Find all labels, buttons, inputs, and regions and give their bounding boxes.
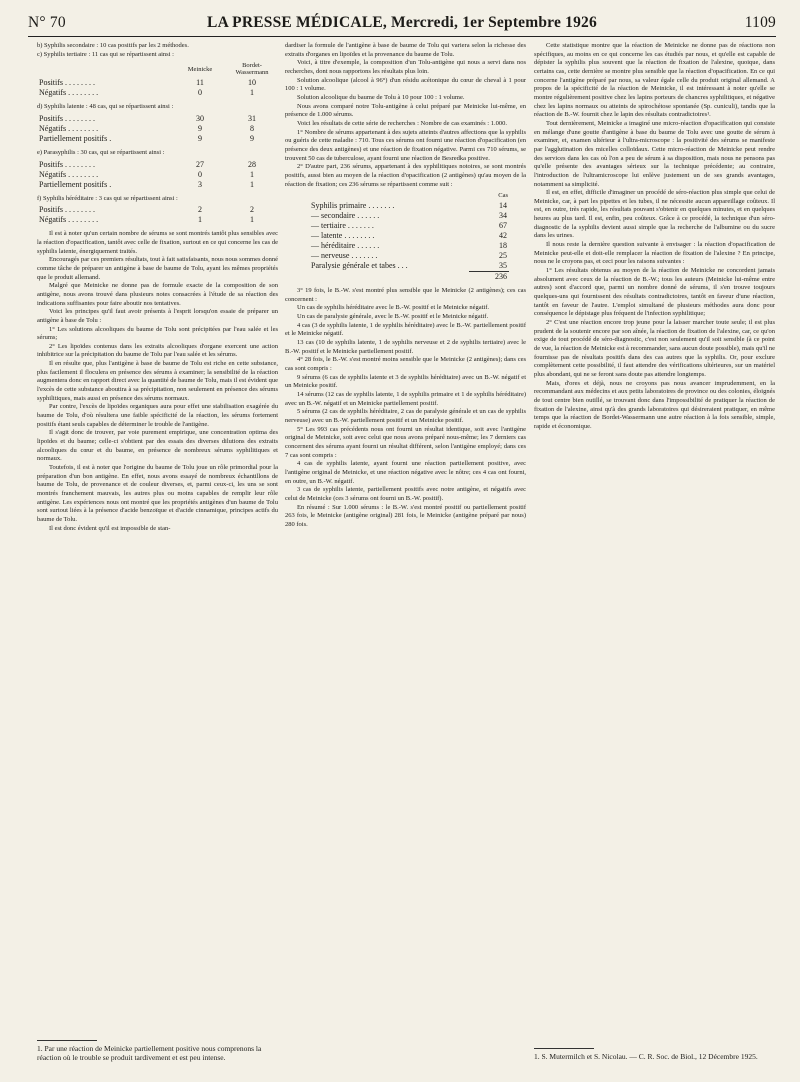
cell-bw: 8 [250,123,254,133]
row-label: — secondaire . . . . . . [311,211,380,221]
cell-bw: 31 [248,113,256,123]
row-label: — tertiaire . . . . . . . [311,221,374,231]
row-label: Négatifs . . . . . . . . [39,215,99,225]
paragraph: 1° Les solutions alcooliques du baume de Tolu sont précipitées par l'eau salée et les sérums; [37,325,278,342]
table-row [309,211,509,221]
section-d: d) Syphilis latente : 48 cas, qui se répartissent ainsi : [37,103,174,111]
paragraph: Solution alcoolique du baume de Tolu à 10 pour 100 : 1 volume. [297,93,465,101]
table-row [309,221,509,231]
cell-value: 25 [499,251,507,261]
cell-meinicke: 9 [198,133,202,143]
paragraph-summary: En résumé : Sur 1.000 sérums : le B.-W. s'est montré positif ou partiellement positif 263 fois, le Meinicke (antigène original) 281 fois, le Meinicke (antigène préparé par nous) 280 fois. [285,503,526,528]
paragraph: 14 sérums (12 cas de syphilis latente, 1 de syphilis primaire et 1 de syphilis héréditaire) avec un B.-W. négatif et un Meinicke partiellement positif. [285,391,526,407]
paragraph: Malgré que Meinicke ne donne pas de formule exacte de la composition de son antigène, nous avons trouvé dans plusieurs notes consacrées à l'étude de sa réaction des indications suffisantes pour faire aboutir nos tentatives. [37,282,278,307]
table-row [37,134,278,144]
paragraph: Par contre, l'excès de lipoïdes organiques aura pour effet une stabilisation exagérée du baume de Tolu, d'où résultera une faible spécificité de la réaction, les sérums fortement positifs étant seuls capables de déterminer le trouble de l'antigène. [37,403,278,428]
page-header [28,14,776,36]
paragraph: Il en résulte que, plus l'antigène à base de baume de Tolu est riche en cette substance, plus facilement il floculera en présence des sérums à examiner; la sensibilité de la réaction augmentera donc en rapport direct avec la quantité de baume de Tolu, mais il est évident que l'excès de cette substance aboutira à sa précipitation, non seulement en présence des sérums syphilitiques, mais aussi en présence des sérums normaux. [37,360,278,402]
paragraph: 1° Nombre de sérums appartenant à des sujets atteints d'autres affections que la syphilis ou guéris de cette maladie : 710. Tous ces sérums ont fourni une réaction d'opacification (en présence des deux antigènes) et une réaction de fixation négative. Parmi ces 710 sérums, se trouvent 50 cas de tuberculose, ayant fourni une réaction de Besredka positive. [285,128,526,162]
table-hereditaire [37,205,278,225]
paragraph: 4° 28 fois, le B.-W. s'est montré moins sensible que le Meinicke (2 antigènes); dans ces cas sont compris : [285,356,526,373]
row-label: — nerveuse . . . . . . . [311,251,378,261]
paragraph: 13 cas (10 de syphilis latente, 1 de syphilis nerveuse et 2 de syphilis tertiaire) avec le B.-W. positif et le Meinicke partiellement positif. [285,339,526,355]
cell-value: 14 [499,201,507,211]
cell-value: 42 [499,231,507,241]
table-row [309,241,509,251]
paragraph: Voici les principes qu'il faut avoir présents à l'esprit lorsqu'on essaie de préparer un antigène à base de Tolu : [37,308,278,324]
cell-bw: 1 [250,169,254,179]
paragraph: 4 cas de syphilis latente, ayant fourni une réaction partiellement positive, avec l'antigène original de Meinicke, et une réaction négative avec le nôtre; ces 4 cas ont fourni, en outre, un B.-W. négatif. [285,460,526,485]
cell-bw: 2 [250,205,254,215]
table-row [37,114,278,124]
issue-number: N° 70 [28,14,66,31]
journal-title: LA PRESSE MÉDICALE, Mercredi, 1er Septembre 1926 [207,14,597,31]
paragraph: 3 cas de syphilis latente, partiellement positifs avec notre antigène, et négatifs avec celui de Meinicke (ces 3 sérums ont fourni un B.-W. positif). [285,486,526,502]
paragraph: Tout dernièrement, Meinicke a imaginé une micro-réaction d'opacification qui consiste en mélange d'une goutte d'antigène à base du baume de Tolu avec une goutte de sérum à examiner, et, examen ultérieur à l'ultra-microscope : la positivité des sérums se manifeste par l'agglutination des micelles colloïdaux. Cette micro-réaction de Meinicke peut rendre des services dans les cas où l'on a peu de sérum à sa disposition, mais nous ne pensons pas qu'elle présente des avantages sérieux sur la technique précédente; au contraire, l'introduction de l'ultramicroscope lui enlève justement un de ses grands avantages, notamment sa simplicité. [534,119,775,188]
section-b: b) Syphilis secondaire : 10 cas positifs par les 2 méthodes. [37,42,189,49]
row-label: Syphilis primaire . . . . . . . [311,201,395,211]
paragraph: 5° Les 993 cas précédents nous ont fourni un résultat identique, soit avec l'antigène original de Meinicke, soit avec celui que nous avons préparé nous-même; les 7 derniers cas concernent des sérums ayant fourni un résultat différent, selon l'antigène employé; dans ces 7 cas sont compris : [285,425,526,459]
column-left [37,42,278,1074]
paragraph: Il nous reste la dernière question suivante à envisager : la réaction d'opacification de Meinicke peut-elle et doit-elle remplacer la réaction de fixation de l'alexine ? En principe, nous ne le croyons pas, et ceci pour les raisons suivantes : [534,241,775,266]
table-row [37,205,278,215]
paragraph: dardiser la formule de l'antigène à base de baume de Tolu qui variera selon la richesse des extraits d'organes en lipoïdes et la provenance du baume de Tolu. [285,42,526,58]
table-row [37,215,278,225]
footnote-rule [37,1040,97,1041]
row-label: Négatifs . . . . . . . . [39,169,99,179]
col-header-meinicke: Meinicke [187,65,213,73]
paragraph: 3° 19 fois, le B.-W. s'est montré plus sensible que le Meinicke (2 antigènes); ces cas concernent : [285,287,526,303]
table-row [309,201,509,211]
paragraph: 4 cas (3 de syphilis latente, 1 de syphilis héréditaire) avec le B.-W. partiellement positif et le Meinicke négatif. [285,321,526,338]
table-row [37,180,278,190]
cell-meinicke: 1 [198,215,202,225]
section-f: f) Syphilis héréditaire : 3 cas qui se répartissent ainsi : [37,194,178,202]
table-row [309,251,509,261]
table-tertiaire [37,61,278,98]
section-c: c) Syphilis tertiaire : 11 cas qui se répartissent ainsi : [37,50,174,58]
section-e: e) Parasyphilis : 30 cas, qui se répartissent ainsi : [37,148,165,156]
footnote-rule [534,1048,594,1049]
row-label: — latente . . . . . . . . [311,231,375,241]
paragraph: 5 sérums (2 cas de syphilis héréditaire, 2 cas de paralysie générale et un cas de syphilis nerveuse) avec un B.-W. partiellement positif et un Meinicke positif. [285,408,526,424]
cell-bw: 10 [248,78,256,88]
footnote-text: 1. Par une réaction de Meinicke partiellement positive nous comprenons la réaction où le trouble se produit tardivement et est peu intense. [37,1044,262,1062]
row-label: — héréditaire . . . . . . [311,241,380,251]
cell-meinicke: 27 [196,159,204,169]
paragraph: Voici les résultats de cette série de recherches : Nombre de cas examinés : 1.000. [297,119,507,127]
cell-meinicke: 11 [196,78,204,88]
table-latente [37,114,278,144]
cell-value: 18 [499,241,507,251]
row-label: Positifs . . . . . . . . [39,205,96,215]
row-label: Négatifs . . . . . . . . [39,123,99,133]
paragraph: 2° C'est une réaction encore trop jeune pour la laisser marcher toute seule; il est plus prudent de la soutenir encore par son aînée, la réaction de fixation de l'alexine, car, ce qu'on exige de tout procédé de séro-diagnostic, c'est non seulement qu'il soit sensible (à ce point de vue, la réaction de Meinicke est à recommander, sans aucun doute possible), mais qu'il ne fournisse pas de résultats positifs dans des cas autres que la syphilis. Or, pour exclure complètement cette possibilité, il faut attendre des vérifications ultérieures, sur un matériel plus abondant, qui ne se feront sans doute pas attendre longtemps. [534,319,775,378]
paragraph: 2° D'autre part, 236 sérums, appartenant à des syphilitiques notoires, se sont montrés positifs, aussi bien au moyen de la réaction d'opacification (2 antigènes) qu'au moyen de la réaction de fixation; ces 236 sérums se répartissent comme suit : [285,163,526,188]
cell-bw: 1 [250,215,254,225]
cell-meinicke: 9 [198,123,202,133]
cell-value: 35 [499,261,507,271]
footnote-left [37,1040,278,1062]
paragraph: Il est, en effet, difficile d'imaginer un procédé de séro-réaction plus simple que celui de Meinicke, car, à part les pipettes et les tubes, il ne nécessite aucun appareillage coûteux. Il est, en outre, très rapide, les résultats pouvant s'obtenir en quelques minutes, et en quelques heures au plus tard. Il est, enfin, peu coûteux. Grâce à ce procédé, la technique d'un séro-diagnostic de la syphilis devient aussi simple que la recherche de l'albumine ou du sucre dans les urines. [534,189,775,240]
table-row [309,261,509,272]
paragraph: Solution alcoolique (alcool à 96°) d'un résidu acétonique du cœur de cheval à 1 pour 100 : 1 volume. [285,76,526,93]
column-right [534,42,775,1074]
table-row [37,124,278,134]
cell-meinicke: 3 [198,179,202,189]
paragraph: 2° Les lipoïdes contenus dans les extraits alcooliques d'organe exercent une action inhibitrice sur la précipitation du baume de Tolu par l'eau salée et les sérums. [37,342,278,359]
row-label: Positifs . . . . . . . . [39,159,96,169]
cell-meinicke: 30 [196,113,204,123]
paragraph: Cette statistique montre que la réaction de Meinicke ne donne pas de réactions non spécifiques, au moins en ce qui concerne les cas étudiés par nous, et qu'elle est capable de dépister la syphilis plus souvent que la réaction de fixation de l'alexine, quoique, dans certains cas, cette dernière se montre plus sensible que la réaction d'opacification. En ce qui concerne l'antigène préparé par nous, sa valeur égale celle du produit original allemand. A propos de la spécificité de la réaction de Meinicke, il est intéressant à noter qu'elle se montre régulièrement positive chez les lapins porteurs de chancres syphilitiques, et négative chez les lapins normaux ou atteints de spirochétose spontanée (Sp. cuniculi), tandis que la réaction de B.-W. fournit chez le lapin des résultats contradictoires¹. [534,42,775,119]
table-row [309,231,509,241]
table-row [37,88,278,98]
cell-value: 67 [499,221,507,231]
paragraph: Un cas de paralysie générale, avec le B.-W. positif et le Meinicke négatif. [297,313,489,321]
cell-value: 34 [499,211,507,221]
paragraph: Un cas de syphilis héréditaire avec le B.-W. positif et le Meinicke négatif. [297,304,489,312]
paragraph: Nous avons comparé notre Tolu-antigène à celui préparé par Meinicke lui-même, en présence de 1.000 sérums. [285,102,526,119]
paragraph: Il est à noter qu'un certain nombre de sérums se sont montrés tantôt plus sensibles avec la réaction d'opacification, tantôt avec celle de fixation, surtout en ce qui concerne les cas de syphilis latente, énergiquement traités. [37,230,278,255]
row-label: Paralysie générale et tabes . . . [311,261,408,271]
cell-bw: 9 [250,133,254,143]
cell-bw: 1 [250,88,254,98]
paragraph: 9 sérums (6 cas de syphilis latente et 3 de syphilis héréditaire) avec un B.-W. négatif et un Meinicke positif. [285,373,526,390]
row-label: Partiellement positifs . [39,133,112,143]
header-rule [28,36,776,37]
col-header-cas: Cas [498,192,508,200]
cell-bw: 28 [248,159,256,169]
cell-meinicke: 0 [198,169,202,179]
cell-meinicke: 2 [198,205,202,215]
cell-bw: 1 [250,179,254,189]
row-label: Négatifs . . . . . . . . [39,88,99,98]
column-middle [285,42,526,1074]
row-label: Partiellement positifs . [39,179,112,189]
paragraph: Toutefois, il est à noter que l'origine du baume de Tolu joue un rôle primordial pour la préparation d'un bon antigène. En effet, nous avons essayé de nombreux échantillons de baume de Tolu, de provenance et de couleur diverses, et, parmi ceux-ci, les uns se sont montrés franchement mauvais, les autres plus ou moins capables de remplir leur rôle antigène. Les expériences nous ont montré que les propriétés antigènes d'un baume de Tolu sont surtout liées à la présence d'acide benzoïque et d'acide cinnamique, principes actifs du baume de Tolu. [37,464,278,523]
cell-meinicke: 0 [198,88,202,98]
paragraph: Il est donc évident qu'il est impossible de stan- [49,524,171,532]
table-row [37,78,278,88]
paragraph: Il s'agit donc de trouver, par voie purement empirique, une concentration optima des lipoïdes et du baume; celle-ci s'obtient par des essais des diverses dilutions des extraits alcooliques du cœur et du baume, en présence de nombreux sérums syphilitiques et normaux. [37,429,278,463]
footnote-text: 1. S. Mutermilch et S. Nicolau. — C. R. Soc. de Biol., 12 Décembre 1925. [534,1052,758,1061]
paragraph: Mais, d'ores et déjà, nous ne croyons pas nous avancer imprudemment, en la recommandant aux médecins et aux petits laboratoires de province ou des colonies, éloignés de tout centre bien outillé, se trouvant donc dans l'impossibilité de pratiquer la réaction de fixation de l'alexine, ainsi qu'à des grands laboratoires qui désireraient pratiquer, en même temps que la réaction de Bordet-Wassermann une autre réaction à la fois sensible, simple, rapide et économique. [534,379,775,430]
col-header-bw: Bordet- Wassermann [235,62,269,77]
cell-total: 236 [469,272,509,283]
table-sera-distribution [309,191,509,282]
page-number: 1109 [744,14,776,31]
row-label: Positifs . . . . . . . . [39,78,96,88]
table-row [37,170,278,180]
paragraph: Voici, à titre d'exemple, la composition d'un Tolu-antigène qui nous a servi dans nos recherches, dont nous rapportons les résultats plus loin. [285,59,526,75]
paragraph: Encouragés par ces premiers résultats, tout à fait satisfaisants, nous nous sommes donné comme tâche de préparer un antigène à base de baume de Tolu, ayant les mêmes propriétés que le produit allemand. [37,256,278,281]
footnote-right [534,1048,775,1061]
row-label: Positifs . . . . . . . . [39,113,96,123]
table-row [37,160,278,170]
table-parasyphilis [37,160,278,190]
table-total-row [309,272,509,283]
paragraph: 1° Les résultats obtenus au moyen de la réaction de Meinicke ne concordent jamais absolument avec ceux de la réaction de B.-W.; tous les auteurs (Meinicke lui-même entre autres) sont d'accord que, parmi un nombre donné de sérums, il s'en trouve toujours quelques-uns qui fournissent des résultats contradictoires, tantôt en faveur d'une réaction, tantôt en faveur de l'autre. L'emploi simultané de plusieurs méthodes aura donc pour conséquence le dépistage plus fréquent de l'infection syphilitique; [534,267,775,318]
